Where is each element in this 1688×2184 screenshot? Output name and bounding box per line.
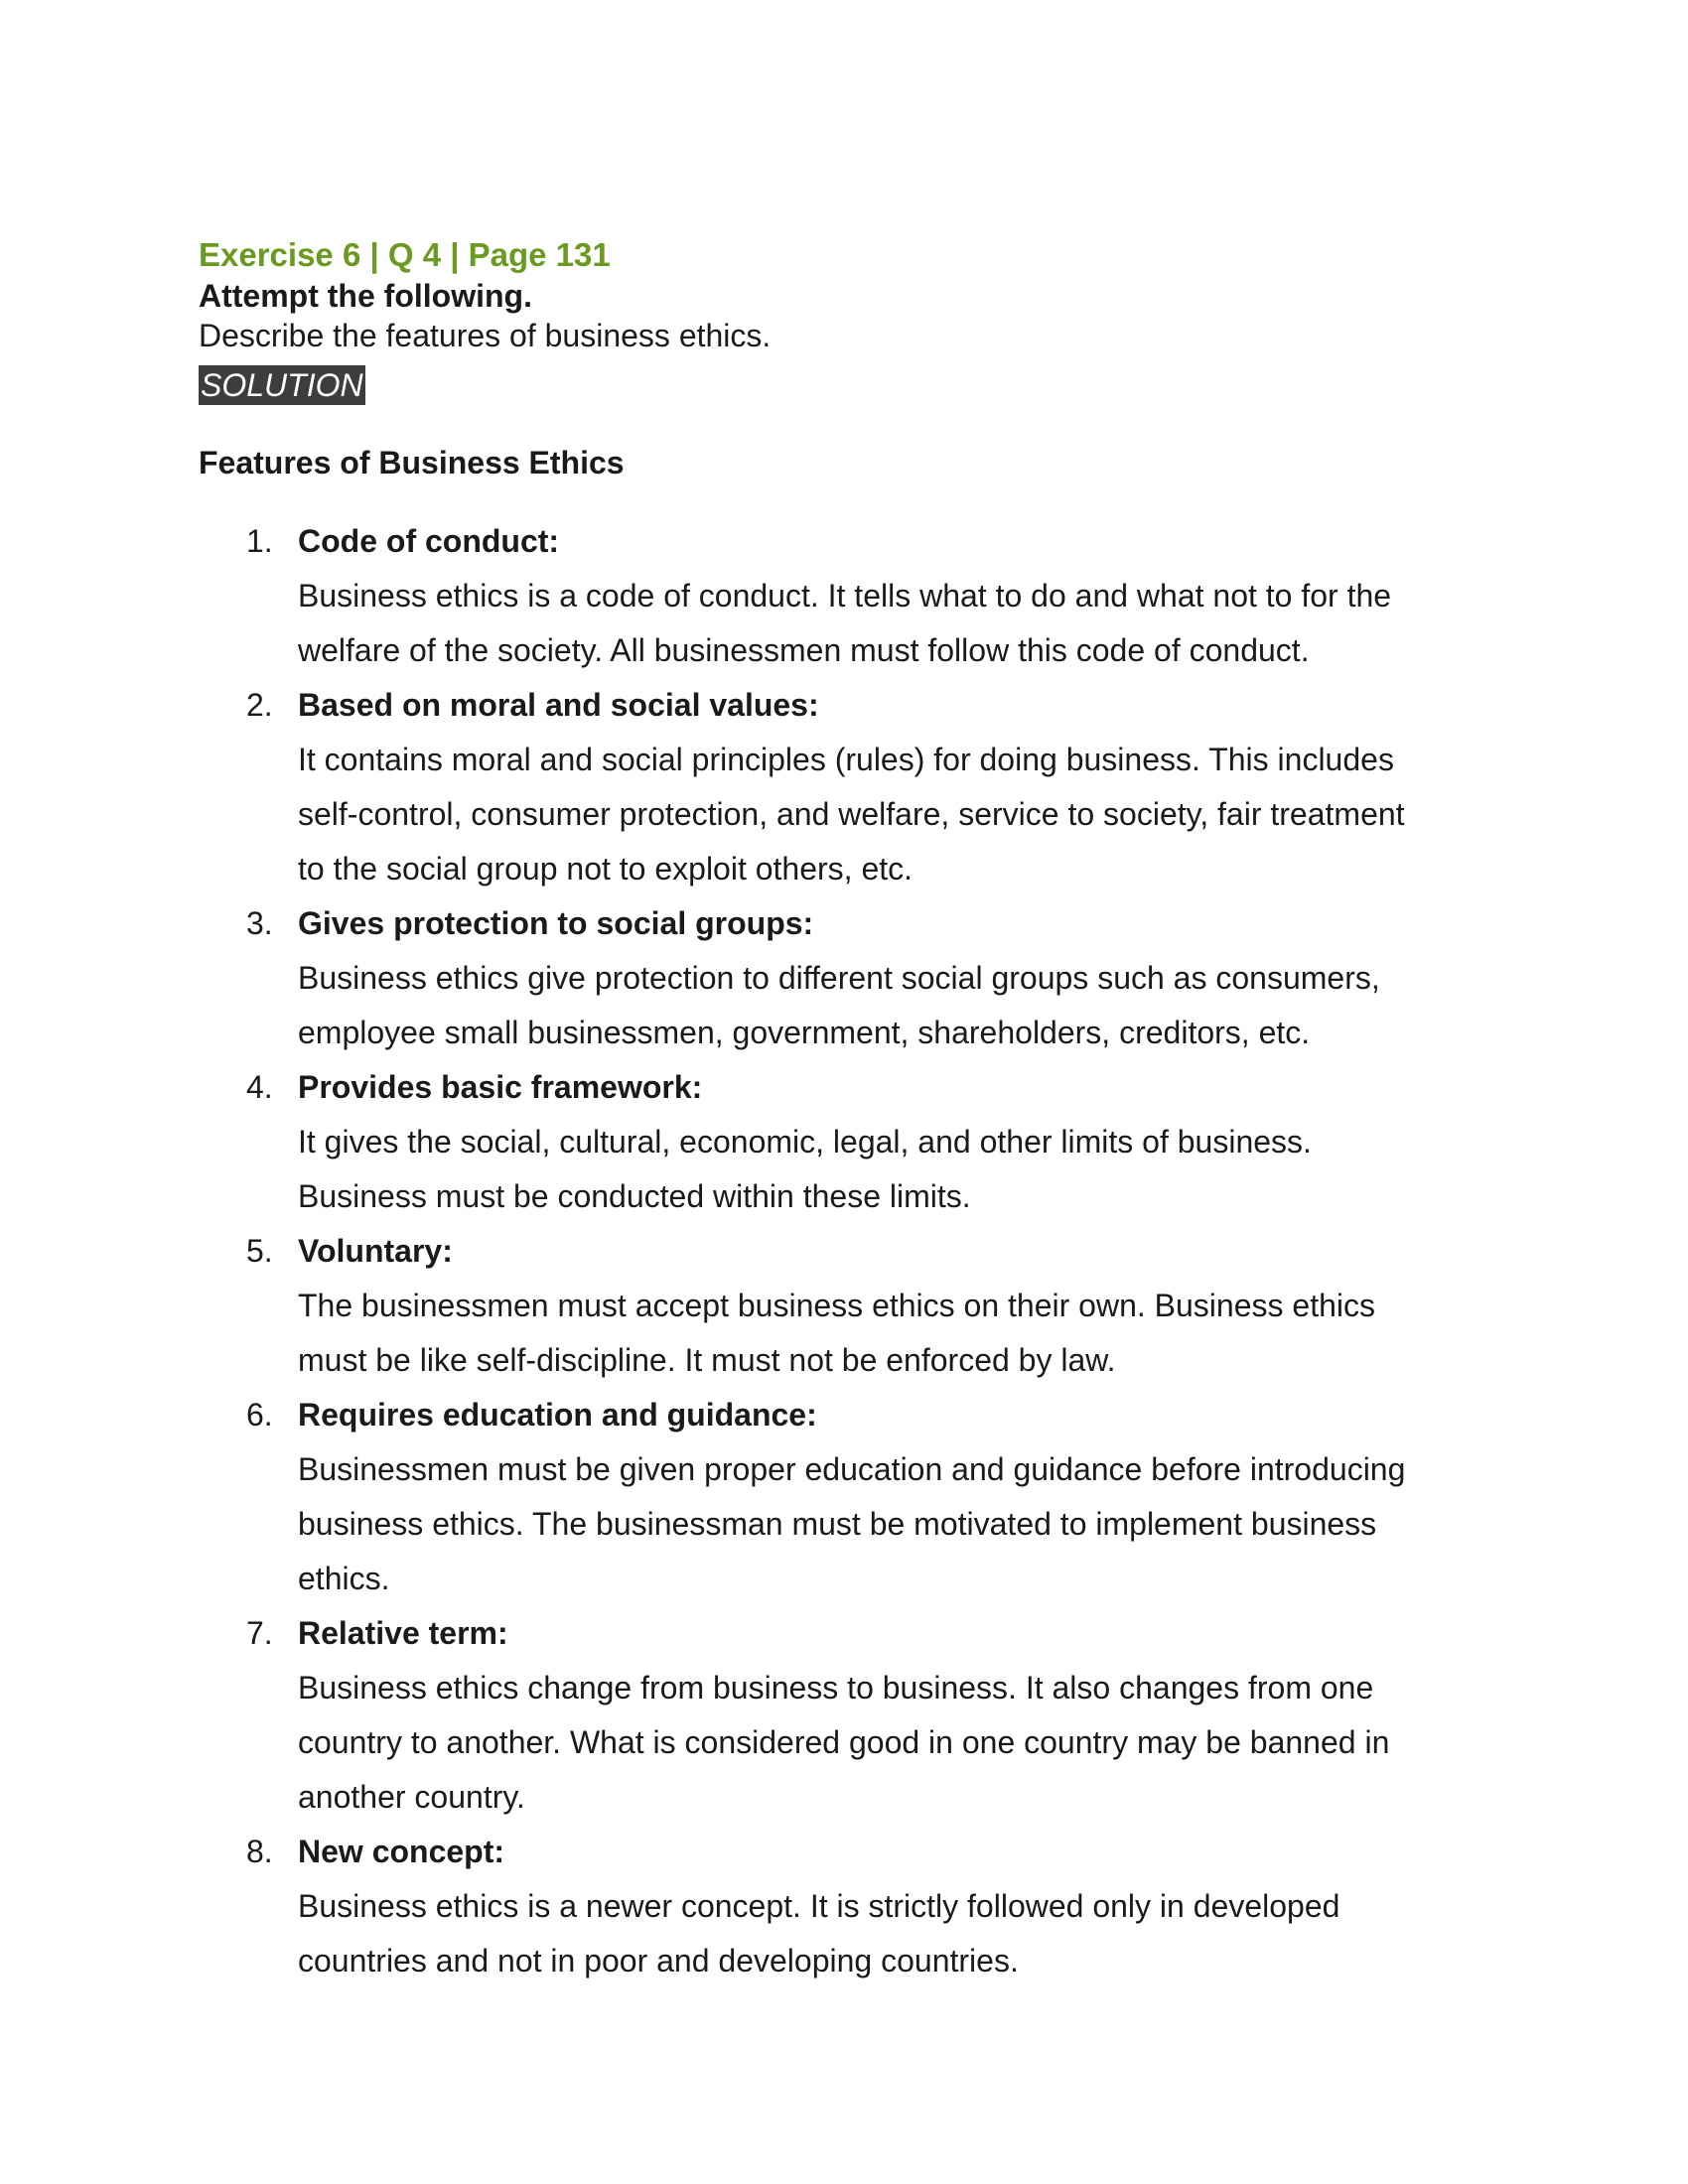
feature-title: Provides basic framework:: [298, 1069, 703, 1105]
feature-item: [199, 1060, 1489, 1224]
feature-item: [199, 1224, 1489, 1388]
feature-description-line: must be like self-discipline. It must not be enforced by law.: [298, 1342, 1116, 1378]
feature-number: 3.: [246, 905, 273, 941]
feature-number: 2.: [246, 687, 273, 723]
feature-item: [199, 678, 1489, 896]
feature-item: [199, 1388, 1489, 1606]
feature-item: [199, 1606, 1489, 1825]
feature-title: New concept:: [298, 1834, 505, 1869]
feature-description-line: employee small businessmen, government, shareholders, creditors, etc.: [298, 1015, 1311, 1050]
solution-badge: SOLUTION: [201, 367, 363, 403]
feature-description-line: Business must be conducted within these limits.: [298, 1178, 971, 1214]
section-heading: Features of Business Ethics: [199, 445, 625, 480]
feature-title: Relative term:: [298, 1615, 508, 1651]
feature-title: Voluntary:: [298, 1233, 453, 1269]
feature-description-line: self-control, consumer protection, and welfare, service to society, fair treatment: [298, 796, 1405, 832]
feature-item: [199, 896, 1489, 1060]
feature-description-line: business ethics. The businessman must be motivated to implement business: [298, 1506, 1377, 1542]
feature-description-line: The businessmen must accept business ethics on their own. Business ethics: [298, 1288, 1375, 1323]
features-list: [199, 514, 1489, 1988]
feature-description-line: Business ethics change from business to business. It also changes from one: [298, 1670, 1374, 1706]
question-text: Describe the features of business ethics.: [199, 318, 772, 353]
feature-description-line: another country.: [298, 1779, 525, 1815]
feature-item: [199, 1825, 1489, 1988]
feature-description-line: ethics.: [298, 1561, 390, 1596]
document-page: [199, 234, 1489, 1988]
instruction-text: Attempt the following.: [199, 278, 532, 314]
feature-title: Gives protection to social groups:: [298, 905, 814, 941]
feature-number: 8.: [246, 1834, 273, 1869]
feature-title: Code of conduct:: [298, 523, 560, 559]
feature-description-line: to the social group not to exploit others, etc.: [298, 851, 914, 887]
feature-description-line: country to another. What is considered good in one country may be banned in: [298, 1724, 1390, 1760]
feature-description-line: welfare of the society. All businessmen must follow this code of conduct.: [298, 632, 1310, 668]
feature-description-line: It contains moral and social principles (rules) for doing business. This includes: [298, 742, 1394, 777]
feature-number: 1.: [246, 523, 273, 559]
feature-description-line: It gives the social, cultural, economic, legal, and other limits of business.: [298, 1124, 1312, 1160]
feature-title: Based on moral and social values:: [298, 687, 819, 723]
feature-number: 7.: [246, 1615, 273, 1651]
feature-number: 4.: [246, 1069, 273, 1105]
exercise-reference: Exercise 6 | Q 4 | Page 131: [199, 236, 611, 273]
feature-number: 5.: [246, 1233, 273, 1269]
feature-description-line: Business ethics is a code of conduct. It tells what to do and what not to for the: [298, 578, 1392, 614]
feature-description-line: Business ethics is a newer concept. It is strictly followed only in developed: [298, 1888, 1340, 1924]
feature-description-line: Businessmen must be given proper education and guidance before introducing: [298, 1451, 1406, 1487]
feature-item: [199, 514, 1489, 678]
feature-description-line: Business ethics give protection to different social groups such as consumers,: [298, 960, 1380, 996]
feature-number: 6.: [246, 1397, 273, 1433]
feature-description-line: countries and not in poor and developing countries.: [298, 1943, 1019, 1979]
feature-title: Requires education and guidance:: [298, 1397, 817, 1433]
